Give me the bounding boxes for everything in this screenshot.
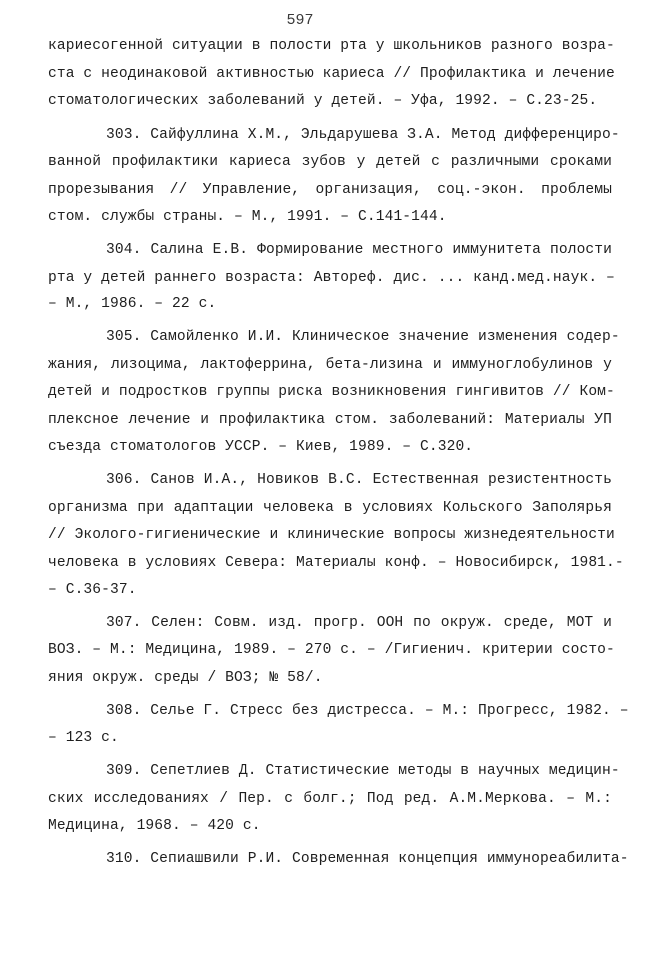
text-line: ванной профилактики кариеса зубов у детей с различными сроками (48, 154, 612, 170)
text-line: жания, лизоцима, лактоферрина, бета-лизина и иммуноглобулинов у (48, 357, 612, 373)
text-line: – 123 с. (48, 730, 119, 746)
text-line: плексное лечение и профилактика стом. заболеваний: Материалы УП (48, 412, 612, 428)
text-line: 303. Сайфуллина Х.М., Эльдарушева З.А. Метод дифференциро- (106, 127, 620, 143)
text-line: 307. Селен: Совм. изд. прогр. ООН по окруж. среде, МОТ и (106, 615, 612, 631)
text-line: детей и подростков группы риска возникновения гингивитов // Ком- (48, 384, 615, 400)
text-line: человека в условиях Севера: Материалы конф. – Новосибирск, 1981.- (48, 555, 624, 571)
text-line: 308. Селье Г. Стресс без дистресса. – М.: Прогресс, 1982. – (106, 703, 629, 719)
text-line: // Эколого-гигиенические и клинические вопросы жизнедеятельности (48, 527, 615, 543)
text-line: ста с неодинаковой активностью кариеса // Профилактика и лечение (48, 66, 615, 82)
text-line: ВОЗ. – М.: Медицина, 1989. – 270 с. – /Гигиенич. критерии состо- (48, 642, 615, 658)
text-line: яния окруж. среды / ВОЗ; № 58/. (48, 670, 323, 686)
text-line: 310. Сепиашвили Р.И. Современная концепция иммунореабилита- (106, 851, 629, 867)
page-number: 597 (286, 12, 314, 29)
text-line: прорезывания // Управление, организация, соц.-экон. проблемы (48, 182, 612, 198)
text-line: Медицина, 1968. – 420 с. (48, 818, 261, 834)
text-line: кариесогенной ситуации в полости рта у школьников разного возра- (48, 38, 615, 54)
text-line: 306. Санов И.А., Новиков В.С. Естественная резистентность (106, 472, 612, 488)
text-line: организма при адаптации человека в условиях Кольского Заполярья (48, 500, 612, 516)
text-line: съезда стоматологов УССР. – Киев, 1989. – С.320. (48, 439, 474, 455)
text-line: 309. Сепетлиев Д. Статистические методы в научных медицин- (106, 763, 620, 779)
text-line: – М., 1986. – 22 с. (48, 296, 217, 312)
text-line: – С.36-37. (48, 582, 137, 598)
text-line: стом. службы страны. – М., 1991. – С.141-144. (48, 209, 447, 225)
text-line: 304. Салина Е.В. Формирование местного иммунитета полости (106, 242, 612, 258)
text-line: ских исследованиях / Пер. с болг.; Под ред. А.М.Меркова. – М.: (48, 791, 612, 807)
text-line: 305. Самойленко И.И. Клиническое значение изменения содер- (106, 329, 620, 345)
text-line: стоматологических заболеваний у детей. – Уфа, 1992. – С.23-25. (48, 93, 598, 109)
text-line: рта у детей раннего возраста: Автореф. дис. ... канд.мед.наук. – (48, 270, 615, 286)
